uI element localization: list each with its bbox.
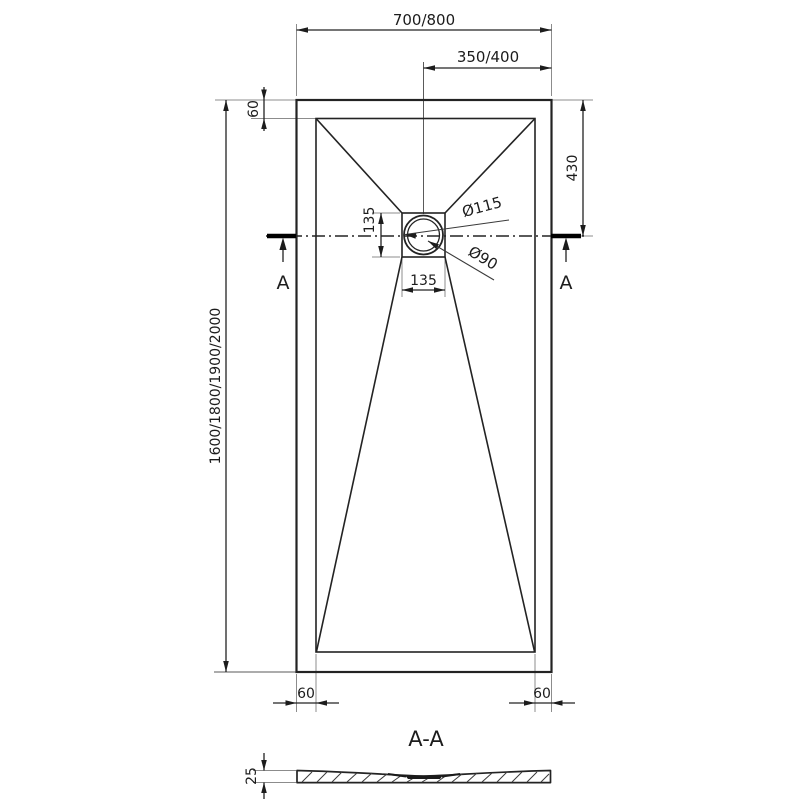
section-marker-right	[551, 236, 581, 294]
dim-drain-box-height-label: 135	[362, 206, 378, 234]
dim-bottom-right-edge	[509, 686, 575, 706]
dim-thickness-label: 25	[244, 767, 260, 785]
section-marker-left	[267, 236, 296, 294]
dim-half-width-label: 350/400	[456, 48, 520, 66]
dim-top-edge-label: 60	[246, 100, 262, 118]
dim-drain-box-width-label: 135	[410, 273, 437, 289]
section-view-title: A-A	[408, 727, 444, 751]
dim-drain-from-top	[565, 100, 586, 236]
dim-width	[297, 11, 552, 33]
dim-bottom-left-edge-label: 60	[297, 686, 315, 702]
extension-lines	[214, 24, 593, 712]
dim-bottom-left-edge	[273, 686, 339, 706]
section-label-left: A	[276, 272, 290, 294]
dim-bottom-right-edge-label: 60	[533, 686, 551, 702]
dim-drain-inner-diameter-label: Ø90	[465, 242, 501, 274]
tray-inner-edge	[316, 119, 535, 653]
dim-length	[208, 100, 229, 672]
dim-drain-from-top-label: 430	[565, 154, 581, 182]
dim-width-label: 700/800	[392, 11, 456, 29]
dim-length-label: 1600/1800/1900/2000	[208, 307, 224, 465]
dim-top-edge	[246, 87, 267, 131]
section-arrow-right-icon	[562, 238, 569, 251]
leader-drain-inner-diameter	[428, 241, 501, 280]
top-view	[208, 11, 593, 712]
dim-drain-box-height	[362, 207, 384, 257]
section-view	[244, 727, 551, 799]
section-arrow-left-icon	[279, 238, 286, 251]
slope-diagonals	[317, 119, 535, 652]
section-label-right: A	[559, 272, 573, 294]
dim-drain-outer-diameter-label: Ø115	[460, 193, 504, 221]
section-drain-recess	[388, 774, 460, 779]
dim-half-width	[424, 48, 552, 71]
dim-thickness	[244, 753, 296, 799]
dim-drain-box-width	[402, 273, 445, 293]
